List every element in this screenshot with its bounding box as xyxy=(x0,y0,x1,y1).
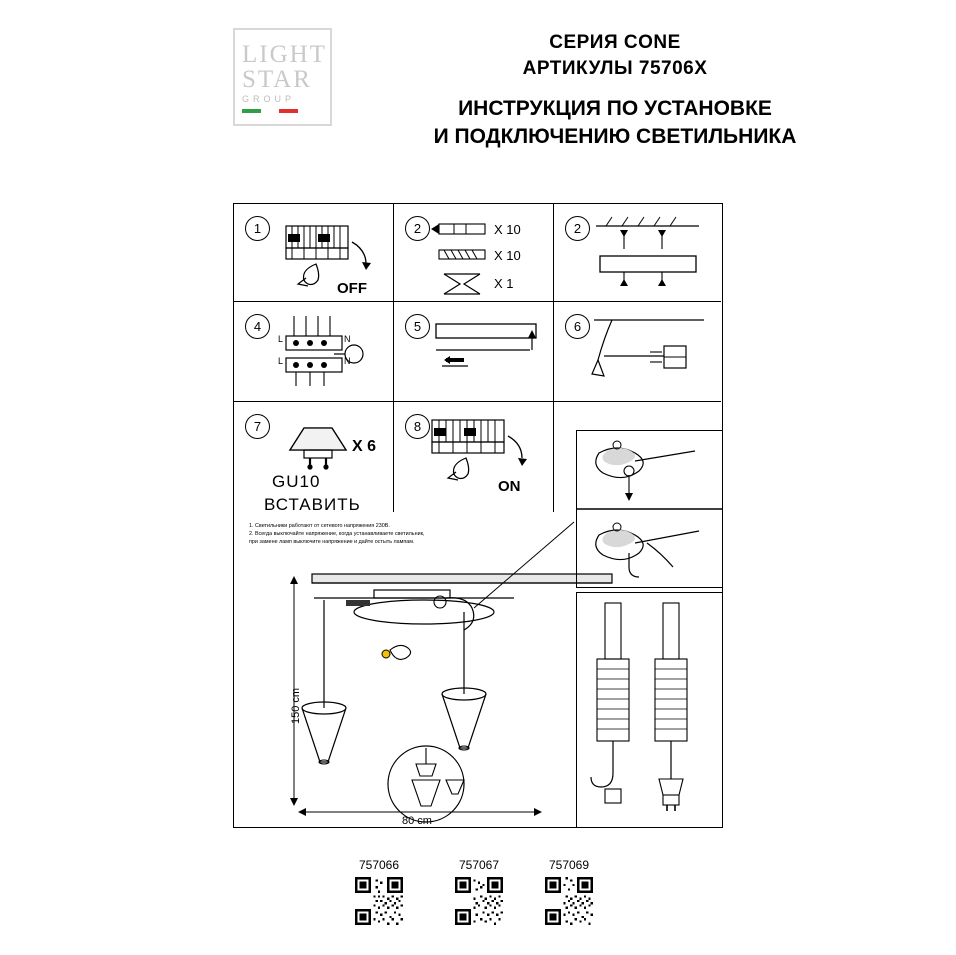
notes-block xyxy=(249,522,509,546)
terminal-label-l-top: L xyxy=(278,334,284,344)
logo-line-2: STAR xyxy=(242,65,312,93)
step-number-1: 1 xyxy=(245,216,270,241)
terminal-label-n-bottom: N xyxy=(344,356,351,366)
lamp-action-label: ВСТАВИТЬ xyxy=(264,495,361,514)
step-number-2: 2 xyxy=(405,216,430,241)
qr-code-icon xyxy=(355,877,403,925)
note-line-2: 2. Всегда выключайте напряжение, когда устанавливаете светильник, xyxy=(249,531,425,537)
lamp-type-label: GU10 xyxy=(272,472,321,491)
quantity-lamp: X 6 xyxy=(352,438,377,455)
step-cell-1 xyxy=(234,204,394,302)
title-line-1: ИНСТРУКЦИЯ ПО УСТАНОВКЕ xyxy=(458,97,772,120)
logo-line-3: GROUP xyxy=(242,93,296,104)
qr-code-icon xyxy=(455,877,503,925)
step-cell-2 xyxy=(394,204,554,302)
quantity-bracket: X 1 xyxy=(494,276,514,291)
step-cell-3 xyxy=(554,204,721,302)
step-number-8: 8 xyxy=(405,414,430,439)
step-number-7: 7 xyxy=(245,414,270,439)
dimension-height-label: 150 cm xyxy=(290,687,302,724)
step-cell-5 xyxy=(394,302,554,402)
quantity-screw: X 10 xyxy=(494,248,521,263)
step-8-on-label: ON xyxy=(498,478,521,495)
dimension-width-label: 80 cm xyxy=(402,815,432,827)
quantity-dowel: X 10 xyxy=(494,222,521,237)
note-line-1: 1. Светильники работают от сетевого напряжения 230В. xyxy=(249,523,390,529)
step-number-5: 5 xyxy=(405,314,430,339)
terminal-label-n-top: N xyxy=(344,334,351,344)
series-label: СЕРИЯ CONE xyxy=(549,32,681,53)
qr-code-label: 757066 xyxy=(358,858,400,872)
document-header xyxy=(0,0,956,175)
detail-box-product-elevation xyxy=(576,592,723,828)
italian-flag-icon xyxy=(242,109,298,113)
step-number-4: 4 xyxy=(245,314,270,339)
qr-code-label: 757067 xyxy=(458,858,500,872)
step-cell-4 xyxy=(234,302,394,402)
qr-item[interactable] xyxy=(440,858,518,925)
note-line-3: при замене ламп выключите напряжение и дайте остыть лампам. xyxy=(249,539,415,545)
step-cell-7 xyxy=(234,402,394,512)
step-1-off-label: OFF xyxy=(337,280,367,297)
header-text-block xyxy=(340,30,890,151)
detail-box-mounting xyxy=(576,430,723,588)
qr-item[interactable] xyxy=(340,858,418,925)
terminal-label-l-bottom: L xyxy=(278,356,284,366)
qr-code-label: 757069 xyxy=(548,858,590,872)
qr-item[interactable] xyxy=(530,858,608,925)
step-number-6: 6 xyxy=(565,314,590,339)
title-line-2: И ПОДКЛЮЧЕНИЮ СВЕТИЛЬНИКА xyxy=(433,125,797,148)
brand-logo xyxy=(233,28,332,126)
step-cell-6 xyxy=(554,302,721,402)
qr-section xyxy=(340,858,620,948)
articles-label: АРТИКУЛЫ 75706X xyxy=(522,58,708,79)
qr-code-icon xyxy=(545,877,593,925)
step-cell-8 xyxy=(394,402,554,512)
step-number-3: 2 xyxy=(565,216,590,241)
logo-line-1: LIGHT xyxy=(242,40,327,68)
